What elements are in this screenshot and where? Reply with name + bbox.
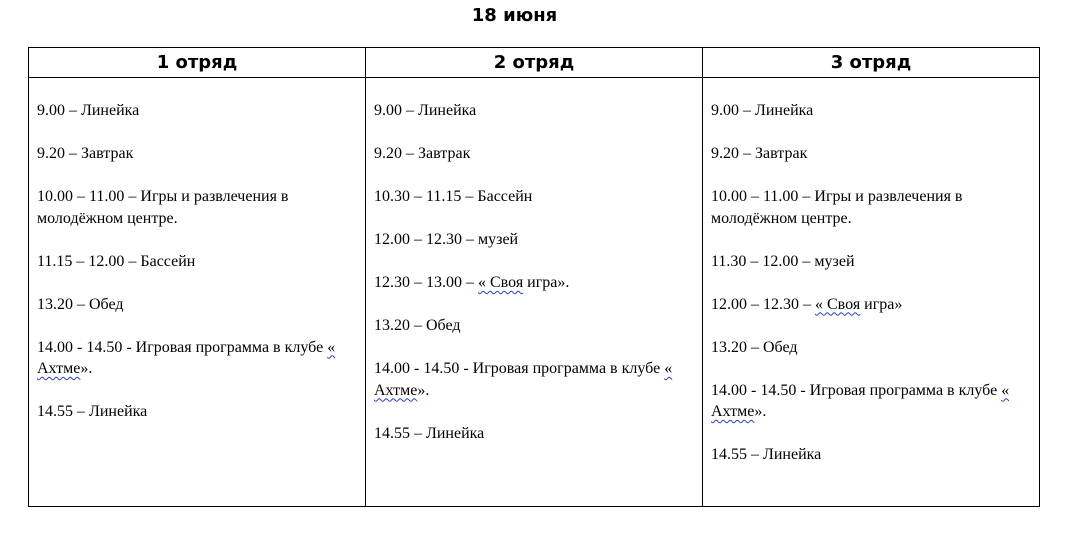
schedule-cell-squad-2 xyxy=(366,78,703,507)
schedule-cell-squad-3 xyxy=(703,78,1040,507)
schedule-entry: 9.20 – Завтрак xyxy=(374,145,471,162)
page-title: 18 июня xyxy=(471,5,558,26)
schedule-entry: 13.20 – Обед xyxy=(711,338,798,356)
schedule-entry: 9.00 – Линейка xyxy=(37,102,140,119)
spellcheck-underlined-text: « Своя xyxy=(478,274,524,291)
schedule-entry: 12.30 – 13.00 – « Своя игра». xyxy=(374,274,570,291)
schedule-entry: 14.55 – Линейка xyxy=(711,446,822,463)
schedule-entry: 10.30 – 11.15 – Бассейн xyxy=(374,188,533,205)
schedule-entry: 9.00 – Линейка xyxy=(374,102,477,119)
spellcheck-underlined-text: « Ахтме xyxy=(711,381,1010,420)
schedule-entry: 11.15 – 12.00 – Бассейн xyxy=(37,252,196,270)
schedule-entry: 12.00 – 12.30 – музей xyxy=(374,231,519,248)
schedule-entry: 10.00 – 11.00 – Игры и развлечения в молодёжном центре. xyxy=(37,188,289,227)
schedule-entry: 12.00 – 12.30 – « Своя игра» xyxy=(711,295,903,313)
header-row xyxy=(29,48,1040,78)
column-header-squad-3: 3 отряд xyxy=(703,48,1040,78)
schedule-entry: 14.00 - 14.50 - Игровая программа в клубе « Ахтме». xyxy=(37,338,336,377)
schedule-entry: 10.00 – 11.00 – Игры и развлечения в молодёжном центре. xyxy=(711,188,963,227)
column-header-squad-2: 2 отряд xyxy=(366,48,703,78)
schedule-entry: 9.20 – Завтрак xyxy=(37,145,134,162)
schedule-entry: 9.20 – Завтрак xyxy=(711,145,808,162)
schedule-entry: 14.55 – Линейка xyxy=(37,403,148,420)
spellcheck-underlined-text: « Ахтме xyxy=(37,338,336,377)
schedule-entry: 14.55 – Линейка xyxy=(374,424,485,442)
schedule-table xyxy=(28,47,1040,507)
schedule-entry: 13.20 – Обед xyxy=(374,317,461,334)
schedule-entry: 14.00 - 14.50 - Игровая программа в клубе « Ахтме». xyxy=(711,381,1010,420)
schedule-row xyxy=(29,78,1040,507)
schedule-entry: 11.30 – 12.00 – музей xyxy=(711,252,855,270)
schedule-cell-squad-1 xyxy=(29,78,366,507)
spellcheck-underlined-text: « Ахтме xyxy=(374,360,673,399)
spellcheck-underlined-text: « Своя xyxy=(815,295,861,313)
schedule-entry: 14.00 - 14.50 - Игровая программа в клубе « Ахтме». xyxy=(374,360,673,399)
column-header-squad-1: 1 отряд xyxy=(29,48,366,78)
schedule-entry: 9.00 – Линейка xyxy=(711,102,814,119)
schedule-entry: 13.20 – Обед xyxy=(37,295,124,313)
